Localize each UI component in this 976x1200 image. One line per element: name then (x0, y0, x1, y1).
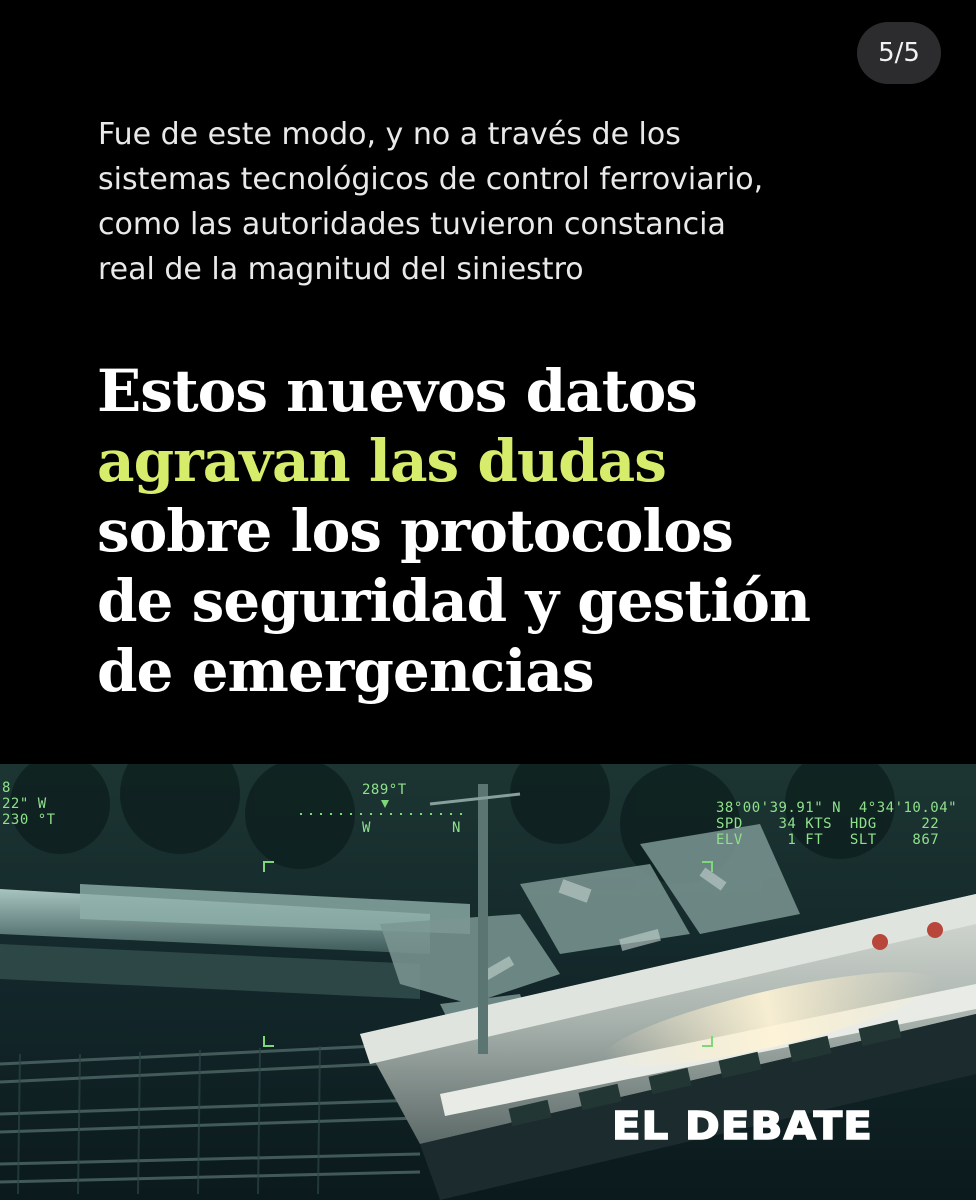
subtitle-line: sistemas tecnológicos de control ferroviario, (98, 162, 764, 197)
page-counter-badge: 5/5 (857, 22, 941, 84)
headline-line: de emergencias (97, 637, 594, 705)
headline-highlight: agravan las dudas (97, 427, 666, 495)
hud-heading-readout: 289°T (362, 782, 407, 798)
subtitle (98, 112, 878, 292)
subtitle-line: Fue de este modo, y no a través de los (98, 117, 681, 152)
el-debate-logo: EL DEBATE (612, 1104, 873, 1148)
headline-line: de seguridad y gestión (97, 567, 811, 635)
headline-line: Estos nuevos datos (97, 357, 697, 425)
hud-compass-north: N (452, 820, 461, 836)
subtitle-line: real de la magnitud del siniestro (98, 252, 584, 287)
headline-line: sobre los protocolos (97, 497, 733, 565)
subtitle-line: como las autoridades tuvieron constancia (98, 207, 726, 242)
headline (97, 356, 957, 706)
hud-left-readout: 8 22" W 230 °T (2, 780, 56, 828)
hud-compass-west: W (362, 820, 371, 836)
hud-right-readout: 38°00'39.91" N 4°34'10.04" SPD 34 KTS HDG 22 ELV 1 FT SLT 867 (716, 800, 958, 848)
